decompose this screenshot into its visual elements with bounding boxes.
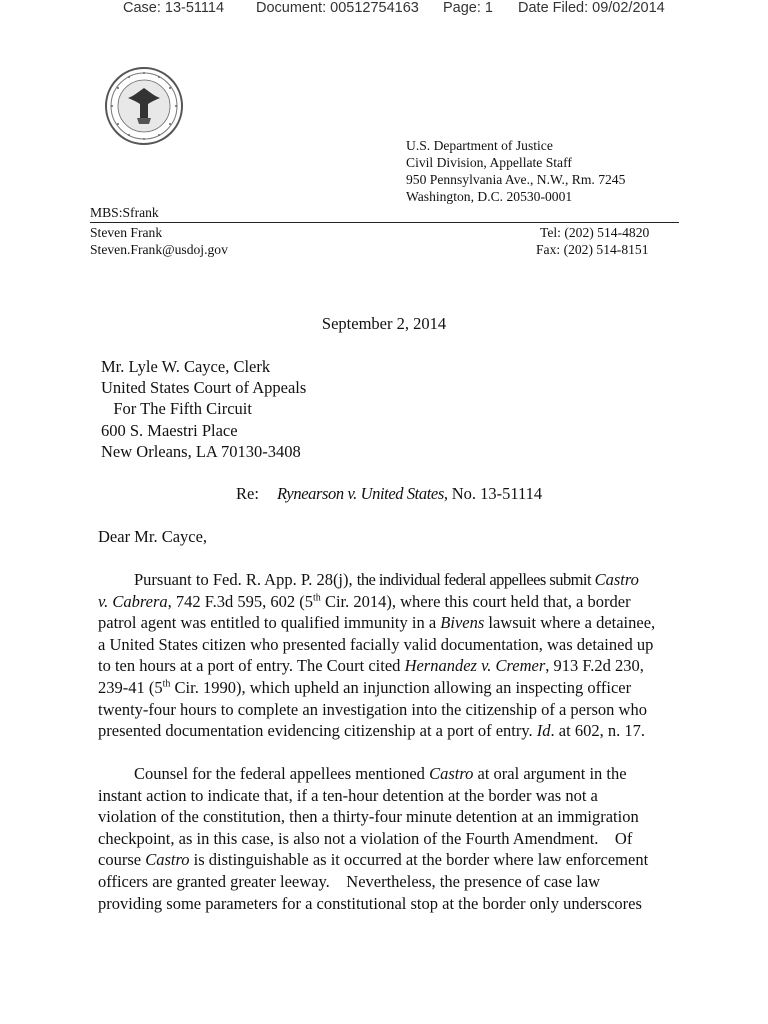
document-number: Document: 00512754163 — [256, 0, 419, 16]
recipient-line: For The Fifth Circuit — [101, 399, 252, 419]
subject-line — [236, 484, 542, 504]
sender-tel: Tel: (202) 514-4820 — [540, 225, 650, 240]
re-label: Re: — [236, 484, 259, 503]
case-citation: Hernandez v. Cremer — [404, 656, 546, 676]
text-run: 239-41 (5 — [98, 677, 163, 697]
case-citation: Bivens — [440, 613, 485, 633]
text-line: instant action to indicate that, if a ten-hour detention at the border was not a — [98, 785, 598, 805]
case-citation: Id — [536, 721, 551, 741]
case-citation: Castro — [145, 850, 190, 870]
text-line: twenty-four hours to complete an investigation into the citizenship of a person who — [98, 699, 647, 719]
recipient-line: United States Court of Appeals — [101, 378, 307, 398]
recipient-line: Mr. Lyle W. Cayce, Clerk — [101, 357, 271, 376]
text-run: Cir. 2014), where this court held that, a border — [320, 591, 631, 611]
doj-seal-icon — [104, 66, 184, 146]
filing-header — [0, 0, 768, 20]
text-run: patrol agent was entitled to qualified immunity in a — [98, 613, 441, 633]
text-line: providing some parameters for a constitutional stop at the border only underscores — [98, 893, 642, 913]
agency-line: U.S. Department of Justice — [406, 138, 553, 153]
text-run: . at 602, n. 17. — [550, 721, 645, 741]
paragraph-2 — [98, 763, 680, 914]
recipient-address — [101, 356, 306, 462]
case-name: Rynearson v. United States, — [277, 484, 448, 503]
paragraph-1 — [98, 569, 680, 742]
page-number: Page: 1 — [443, 0, 493, 16]
agency-line: 950 Pennsylvania Ave., N.W., Rm. 7245 — [406, 172, 626, 187]
recipient-line: 600 S. Maestri Place — [101, 420, 238, 440]
reference-code: MBS:Sfrank — [90, 205, 159, 220]
letter-date: September 2, 2014 — [321, 314, 447, 333]
case-number-ref: No. 13-51114 — [447, 484, 543, 503]
sender-name: Steven Frank — [90, 225, 163, 240]
text-run: at oral argument in the — [473, 764, 627, 783]
text-run: Cir. 1990), which upheld an injunction allowing an inspecting officer — [170, 677, 632, 697]
superscript: th — [313, 592, 321, 604]
text-line: officers are granted greater leeway. Nevertheless, the presence of case law — [98, 871, 601, 891]
text-line: a United States citizen who presented facially valid documentation, was detained up — [98, 634, 654, 654]
text-run: Pursuant to Fed. R. App. P. 28(j), — [134, 570, 357, 589]
sender-fax: Fax: (202) 514-8151 — [536, 242, 649, 257]
superscript: th — [162, 678, 171, 690]
text-run: to ten hours at a port of entry. The Court cited — [98, 656, 405, 676]
case-citation: Castro — [429, 764, 474, 783]
text-run: course — [98, 850, 146, 870]
text-run: , 913 F.2d 230, — [545, 656, 644, 676]
text-run: Counsel for the federal appellees mentioned — [134, 764, 430, 783]
text-run: , 742 F.3d 595, 602 (5 — [167, 591, 314, 611]
agency-line: Civil Division, Appellate Staff — [406, 155, 572, 170]
case-citation: v. Cabrera — [98, 591, 168, 611]
text-run: is distinguishable as it occurred at the border where law enforcement — [189, 850, 649, 870]
salutation: Dear Mr. Cayce, — [98, 527, 208, 546]
text-run: the individual federal appellees submit — [356, 570, 595, 589]
sender-email[interactable]: Steven.Frank@usdoj.gov — [90, 242, 228, 257]
agency-line: Washington, D.C. 20530-0001 — [406, 189, 573, 204]
text-line: violation of the constitution, then a thirty-four minute detention at an immigration — [98, 807, 639, 827]
case-number: Case: 13-51114 — [123, 0, 225, 16]
letterhead-divider — [90, 222, 679, 223]
text-run: lawsuit where a detainee, — [484, 613, 656, 633]
date-filed: Date Filed: 09/02/2014 — [518, 0, 665, 16]
case-citation: Castro — [594, 570, 639, 589]
text-run: presented documentation evidencing citizenship at a port of entry. — [98, 721, 537, 741]
text-line: checkpoint, as in this case, is also not a violation of the Fourth Amendment. Of — [98, 828, 633, 848]
recipient-line: New Orleans, LA 70130-3408 — [101, 441, 301, 461]
agency-address — [406, 137, 625, 205]
